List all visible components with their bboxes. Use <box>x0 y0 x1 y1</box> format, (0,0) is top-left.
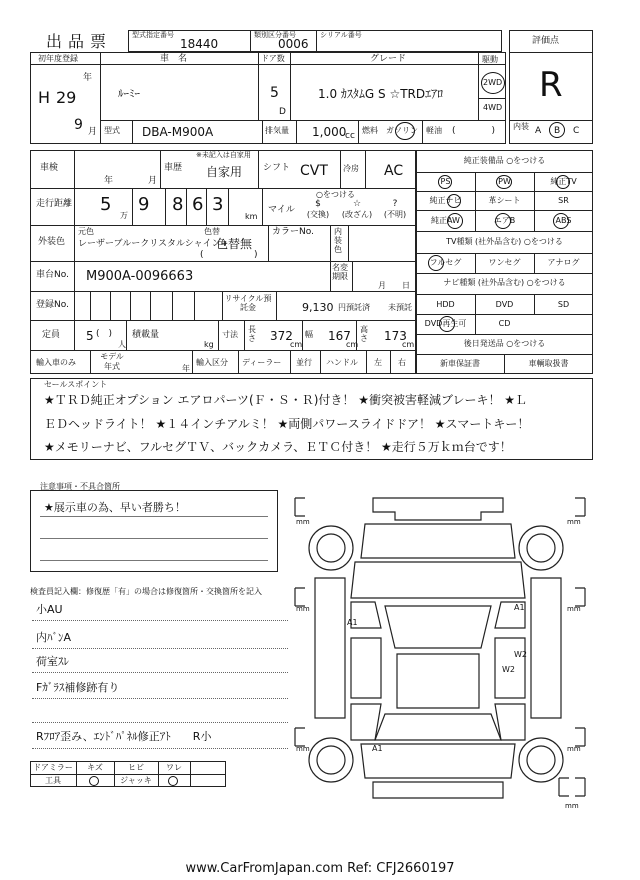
width-label: 幅 <box>305 330 313 339</box>
car-name: ﾙｰﾐｰ <box>118 87 140 100</box>
equip-leather: 革シート <box>488 196 521 205</box>
length-value: 372 <box>270 329 293 343</box>
drive-label: 駆動 <box>482 55 498 64</box>
legend-scratch: キズ <box>87 763 103 772</box>
interior-b: B <box>554 126 561 136</box>
car-name-label: 車 名 <box>160 54 188 64</box>
tv-title: TV種類 (社外品含む) ○をつける <box>446 237 563 246</box>
color-orig-label: 元色 <box>78 227 94 236</box>
mm-spare: mm <box>565 802 579 810</box>
legend-jack: ジャッキ <box>120 776 152 785</box>
recycle-label: リサイクル預託金 <box>224 294 272 312</box>
interior-a: A <box>535 126 542 136</box>
mileage-man: 万 <box>120 211 128 220</box>
mileage-digit-5: 3 <box>212 194 224 215</box>
shift-label: シフト <box>263 163 291 173</box>
dims-label: 寸法 <box>222 330 238 339</box>
load-unit: kg <box>204 340 214 349</box>
docs-warranty: 新車保証書 <box>440 359 480 368</box>
grade-value: 1.0 ｶｽﾀﾑG S ☆TRDｴｱﾛ <box>318 87 444 101</box>
capacity-unit: 人 <box>118 340 126 349</box>
name-change-day: 日 <box>402 281 410 290</box>
equip-sr: SR <box>558 196 569 205</box>
shift-value: CVT <box>300 163 328 179</box>
legend-break: ワレ <box>166 763 182 772</box>
history-value: 自家用 <box>206 165 243 179</box>
navi-cd: CD <box>498 319 511 328</box>
displacement-label: 排気量 <box>265 126 289 135</box>
capacity-paren: ( ) <box>96 329 113 339</box>
color-change-label: 色替 <box>204 227 220 236</box>
mile-option: マイル <box>268 205 295 215</box>
docs-manual: 車輌取扱書 <box>528 359 569 368</box>
notes-label: 注意事項・不具合箇所 <box>40 482 120 491</box>
watermark-ref: www.CarFromJapan.com Ref: CFJ2660197 <box>185 861 455 876</box>
import-label: 輸入車のみ <box>36 358 76 367</box>
displacement-unit: cc <box>345 131 355 141</box>
doors-value: 5 <box>270 85 279 101</box>
sheet-title: 出品票 <box>46 32 113 51</box>
first-reg-era: H <box>38 88 51 107</box>
height-value: 173 <box>384 329 407 343</box>
unknown-option: (不明) <box>383 210 407 219</box>
drive-4wd: 4WD <box>483 103 503 112</box>
unknown-symbol: ? <box>392 199 398 209</box>
ac-label: 冷房 <box>343 164 359 173</box>
interior-c: C <box>573 126 580 136</box>
tv-fullseg: フルセグ <box>429 258 462 267</box>
height-label: 高さ <box>360 325 368 343</box>
docs-title: 後日発送品 ○をつける <box>463 339 546 348</box>
mileage-label: 走行距離 <box>36 199 73 209</box>
mileage-digit-2: 9 <box>138 194 150 215</box>
tamper-option: (改ざん) <box>341 210 373 219</box>
damage-mark-door-right: A1 <box>514 603 525 612</box>
mm-front-right: mm <box>567 518 581 526</box>
month-unit: 月 <box>88 127 98 137</box>
first-reg-month: 9 <box>74 117 83 133</box>
import-parallel: 並行 <box>296 358 312 367</box>
model-label: 型式 <box>104 126 120 135</box>
equip-tv: 純正TV <box>550 177 577 186</box>
tv-oneseg: ワンセグ <box>488 258 521 267</box>
drive-2wd: 2WD <box>483 78 503 87</box>
mileage-digit-1: 5 <box>100 194 112 215</box>
inspector-line-3: 荷室ｽﾚ <box>36 655 69 668</box>
first-reg-label: 初年度登録 <box>38 54 78 63</box>
doors-label: ドア数 <box>261 54 285 63</box>
width-value: 167 <box>328 329 351 343</box>
handle-right: 右 <box>398 358 406 367</box>
swap-option: (交換) <box>306 210 330 219</box>
sales-line-2: ＥＤヘッドライト！ ★１４インチアルミ！ ★両側パワースライドドア！ ★スマートキー！ <box>44 417 530 431</box>
damage-mark-w2-lower: W2 <box>502 665 515 674</box>
fuel-diesel: 軽油 <box>426 126 442 135</box>
sales-line-1: ★ＴＲＤ純正オプション エアロパーツ(Ｆ・Ｓ・Ｒ)付き！ ★衝突被害軽減ブレーキ！ ★Ｌ <box>44 393 528 407</box>
year-unit: 年 <box>83 73 93 83</box>
navi-sd: SD <box>557 300 570 309</box>
equip-aw: 純正AW <box>431 216 460 225</box>
navi-dvd: DVD <box>495 300 514 309</box>
history-label: 車歴 <box>164 163 183 173</box>
interior-color-label: 内装色 <box>334 227 342 254</box>
sales-line-3: ★メモリーナビ、フルセグＴＶ、バックカメラ、ＥＴＣ付き！ ★走行５万ｋｍ台です！ <box>44 440 512 454</box>
name-change-label: 名変期限 <box>332 263 348 281</box>
rating-label: 評価点 <box>532 36 560 46</box>
import-dealer: ディーラー <box>242 358 282 367</box>
capacity-value: 5 <box>86 329 94 343</box>
navi-dvd-play: DVD再生可 <box>424 319 467 328</box>
damage-mark-rear: A1 <box>372 744 383 753</box>
tamper-symbol: ☆ <box>352 199 362 209</box>
inspection-year-unit: 年 <box>104 176 114 186</box>
navi-title: ナビ種類 (社外品含む) ○をつける <box>443 278 566 287</box>
recycle-amount: 9,130 <box>302 301 334 314</box>
equip-navi: 純正ナビ <box>429 196 462 205</box>
doors-suffix: D <box>279 107 286 117</box>
cert-number: 18440 <box>180 37 219 51</box>
class-label: 類別区分番号 <box>254 31 296 39</box>
capacity-label: 定員 <box>42 330 61 340</box>
damage-mark-w2-upper: W2 <box>514 650 527 659</box>
recycle-unit: 円預託済 <box>338 303 370 312</box>
inspector-line-5: Rﾌﾛｱ歪み、ｴﾝﾄﾞﾊﾟﾈﾙ修正ｱﾄ R小 <box>36 730 212 743</box>
name-change-month: 月 <box>378 281 386 290</box>
mileage-circle-note: ○をつける <box>316 190 355 199</box>
fuel-label: 燃料 <box>362 126 378 135</box>
legend-jack-mark <box>168 776 178 786</box>
equip-airbag: エアB <box>493 216 516 225</box>
color-no-label: カラーNo. <box>272 227 314 237</box>
model-year-label-2: 年式 <box>104 362 120 371</box>
damage-diagram <box>285 478 595 818</box>
legend-crack: ヒビ <box>128 763 144 772</box>
tv-analog: アナログ <box>547 258 580 267</box>
recycle-unpaid: 未預託 <box>388 303 412 312</box>
rating-value: R <box>539 65 563 105</box>
mm-front-left: mm <box>296 518 310 526</box>
handle-label: ハンドル <box>326 358 358 367</box>
model-year-unit: 年 <box>182 364 190 373</box>
color-label: 外装色 <box>38 237 66 247</box>
chassis-value: M900A-0096663 <box>86 269 194 284</box>
legend-mirror: ドアミラー <box>33 763 73 772</box>
inspection-month-unit: 月 <box>148 176 158 186</box>
history-note: ※未記入は自家用 <box>196 151 251 159</box>
legend-tools-mark <box>89 776 99 786</box>
inspector-line-2: 内ﾊﾞﾝA <box>36 631 72 644</box>
interior-circle <box>549 122 565 138</box>
ac-value: AC <box>384 163 404 179</box>
reg-label: 登録No. <box>36 300 69 310</box>
mm-rear-left: mm <box>296 745 310 753</box>
fuel-gasoline: ガソリン <box>386 126 418 135</box>
grade-label: グレード <box>370 54 407 64</box>
inspector-line-1: 小AU <box>36 603 63 616</box>
equip-abs: ABS <box>555 216 572 225</box>
inspection-label: 車検 <box>40 163 59 173</box>
model-year-label-1: モデル <box>100 352 124 361</box>
import-cat-label: 輸入区分 <box>196 358 228 367</box>
inspector-label: 検査員記入欄：修復歴「有」の場合は修復箇所・交換箇所を記入 <box>30 587 262 596</box>
fuel-circle <box>395 122 415 140</box>
chassis-label: 車台No. <box>36 270 69 280</box>
legend-tools: 工具 <box>45 776 61 785</box>
notes-line-1: ★展示車の為、早い者勝ち！ <box>44 501 186 514</box>
mm-mid-right: mm <box>567 605 581 613</box>
handle-left: 左 <box>374 358 382 367</box>
interior-label: 内装 <box>513 122 529 131</box>
class-number: 0006 <box>278 37 309 51</box>
mm-rear-right: mm <box>567 745 581 753</box>
first-reg-year: 29 <box>56 88 77 107</box>
mileage-digit-3: 8 <box>172 194 184 215</box>
navi-hdd: HDD <box>436 300 455 309</box>
color-change-value: 色替無 <box>216 237 253 251</box>
color-orig-value: レーザーブルークリスタルシャイン+ <box>78 239 229 249</box>
mileage-digit-4: 6 <box>192 194 204 215</box>
equip-pw: PW <box>498 177 511 186</box>
model-value: DBA-M900A <box>142 125 214 139</box>
damage-mark-door-left: A1 <box>347 618 358 627</box>
inspector-line-4: Fｶﾞﾗｽ補修跡有り <box>36 681 120 694</box>
mileage-km: km <box>245 212 258 221</box>
swap-symbol: $ <box>315 199 321 209</box>
equip-ps: PS <box>440 177 451 186</box>
serial-label: シリアル番号 <box>320 31 362 39</box>
sales-label: セールスポイント <box>44 380 108 389</box>
cert-label: 型式指定番号 <box>132 31 174 39</box>
mm-mid-left: mm <box>296 605 310 613</box>
length-label: 長さ <box>248 325 256 343</box>
equipment-title: 純正装備品 ○をつける <box>463 156 546 165</box>
displacement-value: 1,000 <box>312 125 347 139</box>
load-label: 積載量 <box>132 330 160 340</box>
